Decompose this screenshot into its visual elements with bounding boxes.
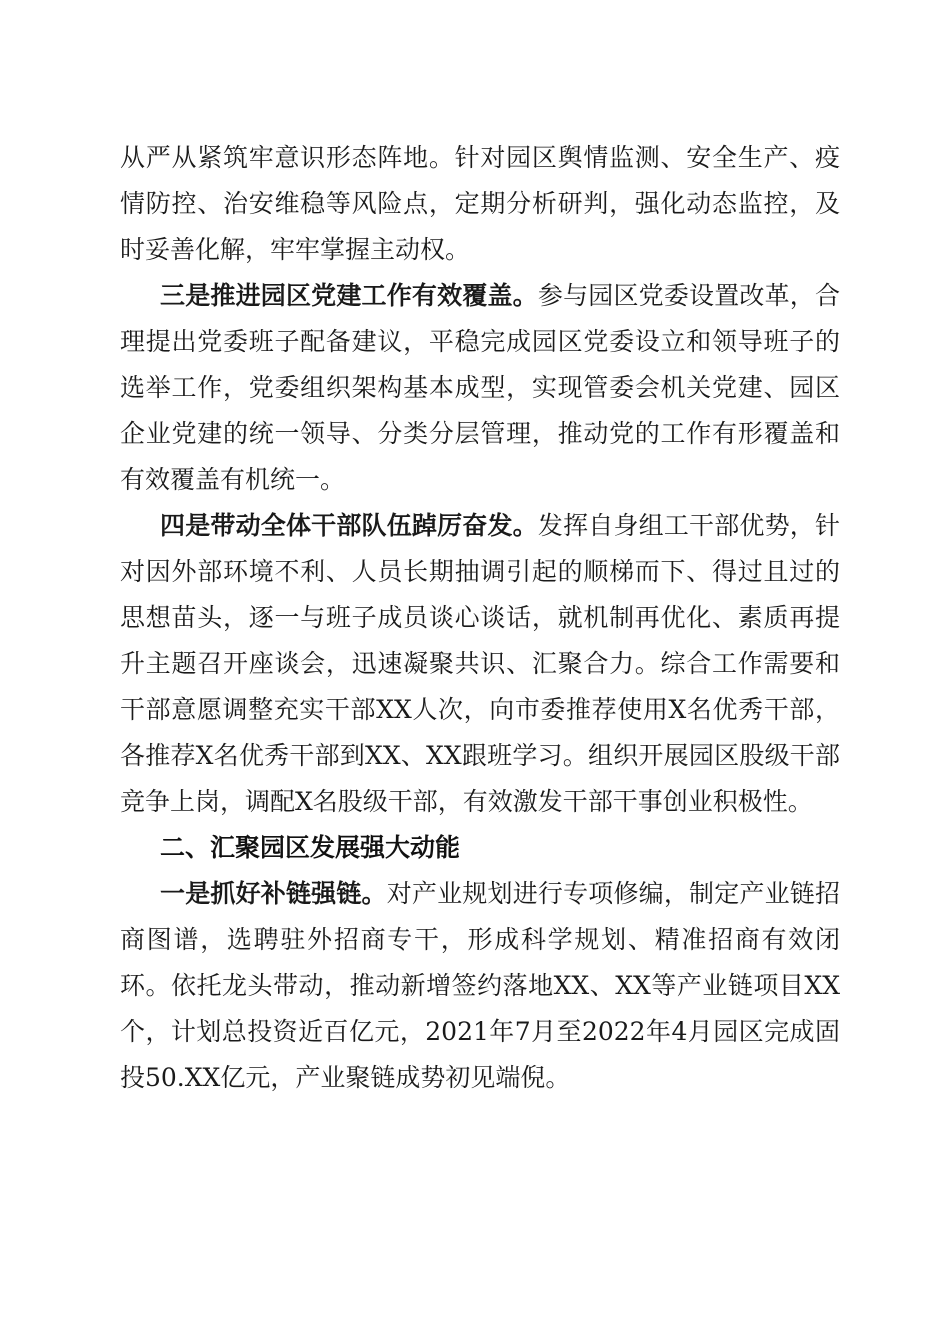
paragraph-cadre-team (120, 503, 840, 825)
paragraph-lead: 四是带动全体干部队伍踔厉奋发。 (160, 511, 538, 540)
paragraph-body: 对产业规划进行专项修编，制定产业链招商图谱，选聘驻外招商专干，形成科学规划、精准招商有效闭环。依托龙头带动，推动新增签约落地XX、XX等产业链项目XX个，计划总投资近百亿元，2021年7月至2022年4月园区完成固投50.XX亿元，产业聚链成势初见端倪。 (120, 879, 840, 1092)
section-heading: 二、汇聚园区发展强大动能 (160, 833, 461, 862)
paragraph-continued: 从严从紧筑牢意识形态阵地。针对园区舆情监测、安全生产、疫情防控、治安维稳等风险点，定期分析研判，强化动态监控，及时妥善化解，牢牢掌握主动权。 (120, 143, 840, 264)
paragraph-industry-chain (120, 871, 840, 1101)
paragraph-lead: 三是推进园区党建工作有效覆盖。 (160, 281, 538, 310)
paragraph-lead: 一是抓好补链强链。 (160, 879, 387, 908)
document-body (120, 135, 840, 1101)
paragraph-body: 发挥自身组工干部优势，针对因外部环境不利、人员长期抽调引起的顺梯而下、得过且过的思想苗头，逐一与班子成员谈心谈话，就机制再优化、素质再提升主题召开座谈会，迅速凝聚共识、汇聚合力。综合工作需要和干部意愿调整充实干部XX人次，向市委推荐使用X名优秀干部，各推荐X名优秀干部到XX、XX跟班学习。组织开展园区股级干部竞争上岗，调配X名股级干部，有效激发干部干事创业积极性。 (120, 511, 840, 816)
paragraph-party-building-coverage (120, 273, 840, 503)
paragraph-body: 参与园区党委设置改革，合理提出党委班子配备建议，平稳完成园区党委设立和领导班子的选举工作，党委组织架构基本成型，实现管委会机关党建、园区企业党建的统一领导、分类分层管理，推动党的工作有形覆盖和有效覆盖有机统一。 (120, 281, 840, 494)
